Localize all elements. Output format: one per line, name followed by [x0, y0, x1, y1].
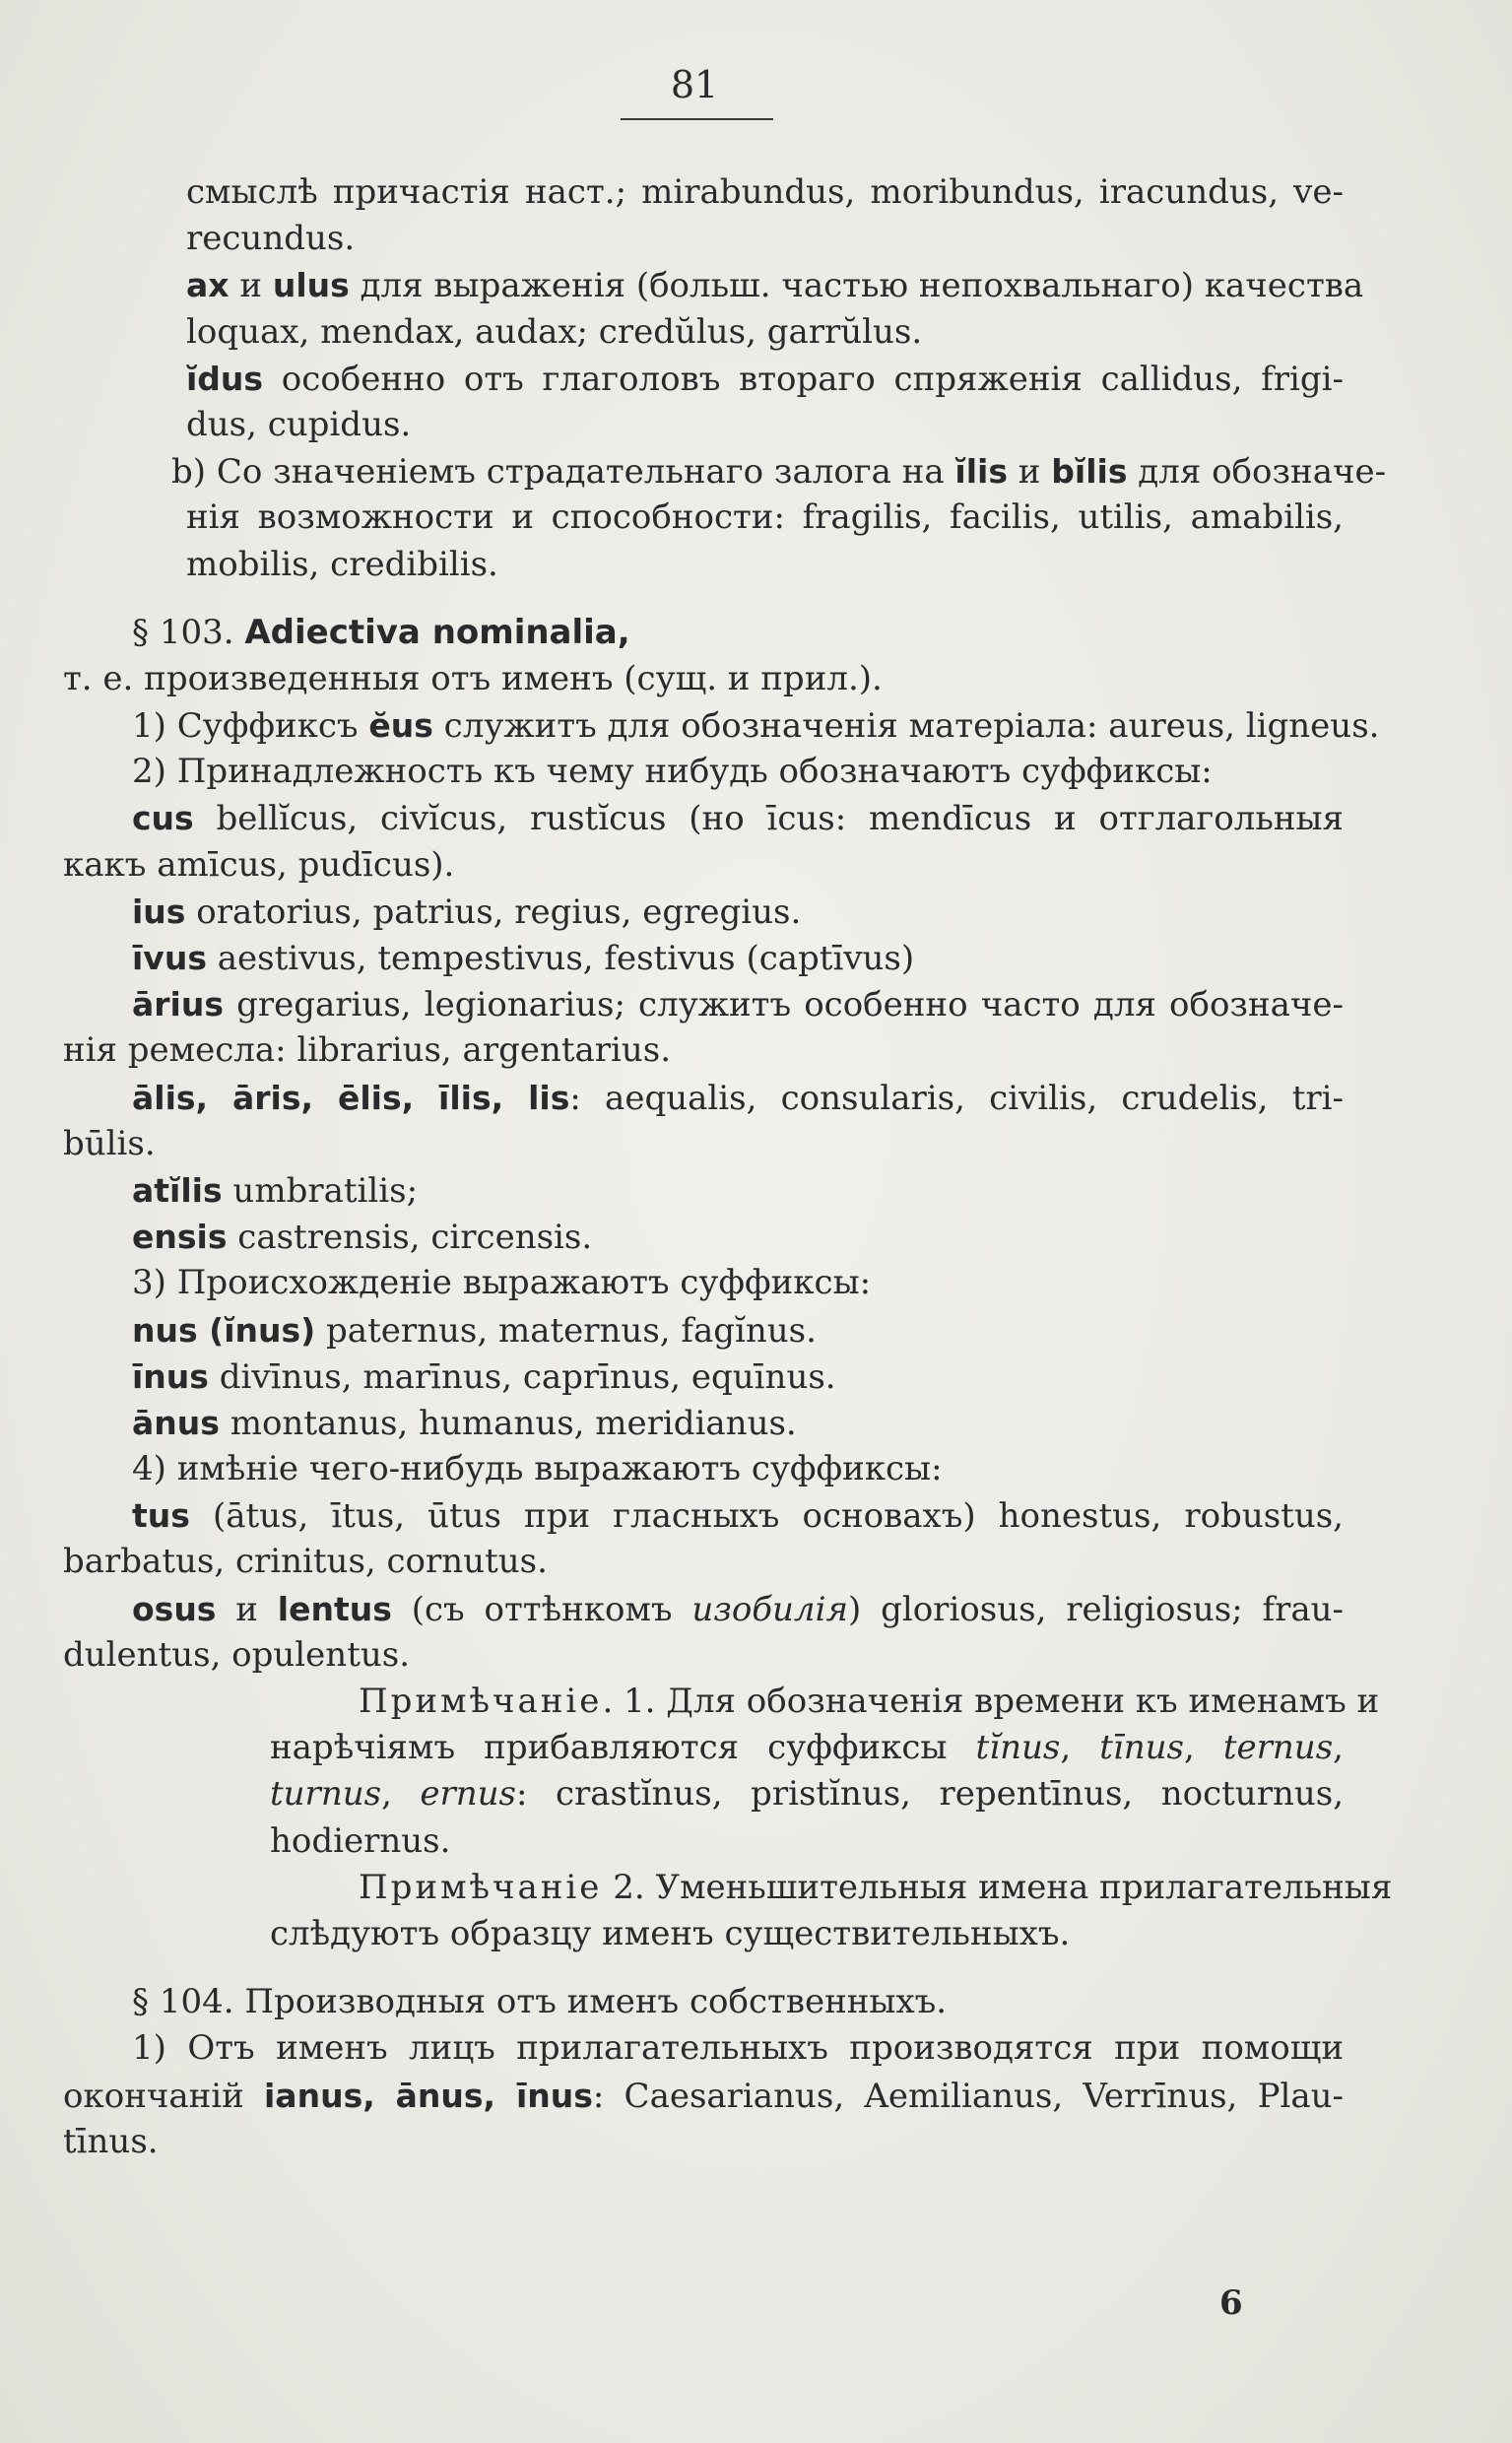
text-segment: нія возможности и способности: fragilis, facilis, utilis, amabilis, [186, 497, 1344, 538]
signature-mark: 6 [1219, 2283, 1243, 2323]
text-line [63, 1075, 1344, 1121]
suffix-term: īvus [132, 939, 207, 977]
text-segment: : aequalis, consularis, civilis, crudelis, tri- [569, 1078, 1344, 1118]
text-line [63, 981, 1344, 1027]
text-line [63, 1446, 1344, 1492]
text-line [63, 448, 1387, 495]
suffix-term: ĭlis [954, 452, 1008, 492]
text-segment: т. е. произведенныя отъ именъ (сущ. и прил.). [63, 658, 883, 698]
text-segment: dus, cupidus. [186, 404, 412, 444]
text-line [63, 1539, 1344, 1585]
page-number: 81 [670, 63, 719, 106]
text-line [63, 795, 1344, 841]
text-segment: для выраженія (больш. частью непохвальнаго) качества [349, 266, 1364, 306]
text-segment: 3) Происхожденіе выражаютъ суффиксы: [132, 1263, 872, 1303]
text-line [63, 1492, 1344, 1539]
page-number-rule [621, 118, 773, 120]
text-segment: montanus, humanus, meridianus. [219, 1403, 797, 1443]
text-line [63, 309, 1344, 356]
text-segment: b) Со значеніемъ страдательнаго залога на [171, 452, 955, 493]
text-line [63, 2025, 1344, 2072]
text-segment: (ātus, ītus, ūtus при гласныхъ основахъ) honestus, robustus, [189, 1496, 1344, 1537]
note-line [63, 1865, 1393, 1911]
text-line [63, 935, 1344, 981]
text-line [63, 889, 1344, 935]
text-segment: paternus, maternus, fagĭnus. [315, 1310, 817, 1351]
suffix-term: lentus [277, 1589, 392, 1628]
text-segment: 2) Принадлежность къ чему нибудь обозначаютъ суффиксы: [132, 752, 1213, 792]
section-heading-104 [63, 1979, 1344, 2025]
text-line [63, 262, 1364, 308]
suffix-term: ārius [132, 985, 224, 1024]
spacer [63, 588, 1344, 610]
text-line [63, 842, 1344, 889]
text-segment: būlis. [63, 1123, 156, 1163]
text-line [63, 402, 1344, 448]
italic-term: изобилія [691, 1589, 848, 1629]
text-segment: hodiernus. [270, 1820, 451, 1861]
note-line [63, 1771, 1344, 1817]
spacer [63, 1957, 1344, 1979]
text-segment: aestivus, tempestivus, festivus (captīvus) [206, 939, 915, 978]
italic-term: turnus [270, 1774, 382, 1815]
text-segment: служитъ для обозначенія матеріала: aureus, ligneus. [432, 706, 1380, 747]
text-segment: 2. Уменьшительныя имена прилагательныя [602, 1867, 1393, 1907]
suffix-term: bĭlis [1051, 452, 1128, 492]
italic-term: tĭnus [975, 1728, 1061, 1768]
text-segment: и [216, 1589, 278, 1629]
text-line [63, 1307, 1344, 1354]
text-segment: castrensis, circensis. [227, 1218, 593, 1258]
text-segment: особенно отъ глаголовъ втораго спряженія callidus, frigi- [263, 359, 1344, 399]
text-line [63, 1586, 1344, 1632]
text-line [63, 1354, 1344, 1400]
suffix-term: atĭlis [132, 1170, 223, 1210]
text-segment: 4) имѣніе чего-нибудь выражаютъ суффиксы: [132, 1449, 943, 1489]
text-line [63, 1632, 1344, 1679]
note-line [63, 1911, 1344, 1957]
text-segment: § 104. Производныя отъ именъ собственныхъ. [132, 1982, 948, 2022]
suffix-term: tus [132, 1496, 190, 1536]
text-segment: и [1008, 452, 1052, 493]
text-segment: § 103. [132, 612, 245, 652]
page-text [63, 169, 1393, 2165]
text-segment: для обозначе- [1127, 452, 1387, 493]
section-heading-103 [63, 610, 1344, 656]
text-segment: barbatus, crinitus, cornutus. [63, 1542, 548, 1582]
text-line [63, 1167, 1344, 1214]
text-segment: , [1333, 1728, 1344, 1768]
text-segment: Примѣчаніе [359, 1867, 603, 1907]
text-segment: recundus. [186, 219, 356, 259]
text-segment: : crastĭnus, pristĭnus, repentīnus, nocturnus, [516, 1774, 1344, 1815]
text-line [63, 356, 1344, 402]
text-line [63, 702, 1380, 749]
suffix-term: ānus [132, 1403, 220, 1442]
note-line [63, 1725, 1344, 1771]
text-segment: слѣдуютъ образцу именъ существительныхъ. [270, 1913, 1071, 1953]
italic-term: ternus [1222, 1728, 1334, 1768]
text-segment: Примѣчаніе [359, 1682, 603, 1721]
suffix-term: ulus [272, 266, 350, 305]
suffix-term: ax [186, 266, 230, 305]
text-segment: , [381, 1774, 421, 1815]
text-segment: mobilis, credibilis. [186, 544, 498, 584]
text-segment: , [1183, 1728, 1223, 1768]
text-segment: какъ amīcus, pudīcus). [63, 844, 455, 885]
text-segment: окончаній [63, 2076, 264, 2116]
text-line [63, 2073, 1344, 2119]
text-segment: и [229, 266, 273, 306]
suffix-term: ianus, ānus, īnus [264, 2076, 593, 2115]
text-line [63, 542, 1344, 588]
text-line [63, 1400, 1344, 1446]
text-segment: oratorius, patrius, regius, egregius. [185, 891, 802, 932]
text-segment: tīnus. [63, 2121, 159, 2161]
text-line [63, 495, 1344, 541]
suffix-term: īnus [132, 1356, 209, 1396]
text-line [63, 216, 1344, 262]
text-segment: : Caesarianus, Aemilianus, Verrīnus, Plau- [592, 2076, 1344, 2116]
text-segment: нарѣчіямъ прибавляются суффиксы [270, 1728, 976, 1768]
text-segment: gregarius, legionarius; служитъ особенно часто для обозначе- [224, 985, 1344, 1025]
note-line [63, 1679, 1380, 1725]
suffix-term: ālis, āris, ēlis, īlis, lis [132, 1078, 570, 1117]
text-segment: , [1060, 1728, 1100, 1768]
text-segment: loquax, mendax, audax; credŭlus, garrŭlus. [186, 311, 923, 352]
text-segment: divīnus, marīnus, caprīnus, equīnus. [208, 1356, 836, 1397]
suffix-term: ĭdus [186, 359, 264, 398]
text-segment: 1) Суффиксъ [132, 706, 369, 747]
text-line [63, 1214, 1344, 1260]
italic-term: tīnus [1099, 1728, 1184, 1768]
text-line [63, 749, 1344, 795]
italic-term: ernus [420, 1774, 516, 1815]
suffix-term: ensis [132, 1218, 228, 1257]
suffix-term: osus [132, 1589, 217, 1628]
suffix-term: cus [132, 799, 194, 838]
text-segment: смыслѣ причастія наст.; mirabundus, moribundus, iracundus, ve- [186, 172, 1344, 212]
text-segment: umbratilis; [222, 1170, 419, 1211]
text-line [63, 1027, 1344, 1074]
text-line [63, 169, 1344, 216]
text-segment: bellĭcus, civĭcus, rustĭcus (но īcus: mendīcus и отглагольныя [193, 799, 1344, 839]
suffix-term: ĕus [368, 706, 433, 746]
text-line [63, 2119, 1344, 2165]
text-segment: 1) Отъ именъ лицъ прилагательныхъ производятся при помощи [132, 2028, 1344, 2069]
text-segment: (съ оттѣнкомъ [391, 1589, 692, 1629]
suffix-term: nus (ĭnus) [132, 1310, 316, 1350]
text-line [63, 656, 1344, 702]
text-segment: нія ремесла: librarius, argentarius. [63, 1030, 672, 1071]
note-line [63, 1818, 1344, 1865]
text-segment: . 1. Для обозначенія времени къ именамъ и [602, 1682, 1380, 1721]
text-line [63, 1121, 1344, 1167]
text-segment: dulentus, opulentus. [63, 1634, 411, 1675]
suffix-term: ius [132, 891, 186, 931]
text-segment: Adiectiva nominalia, [244, 612, 630, 652]
text-segment: ) gloriosus, religiosus; frau- [847, 1589, 1345, 1629]
text-line [63, 1260, 1344, 1306]
